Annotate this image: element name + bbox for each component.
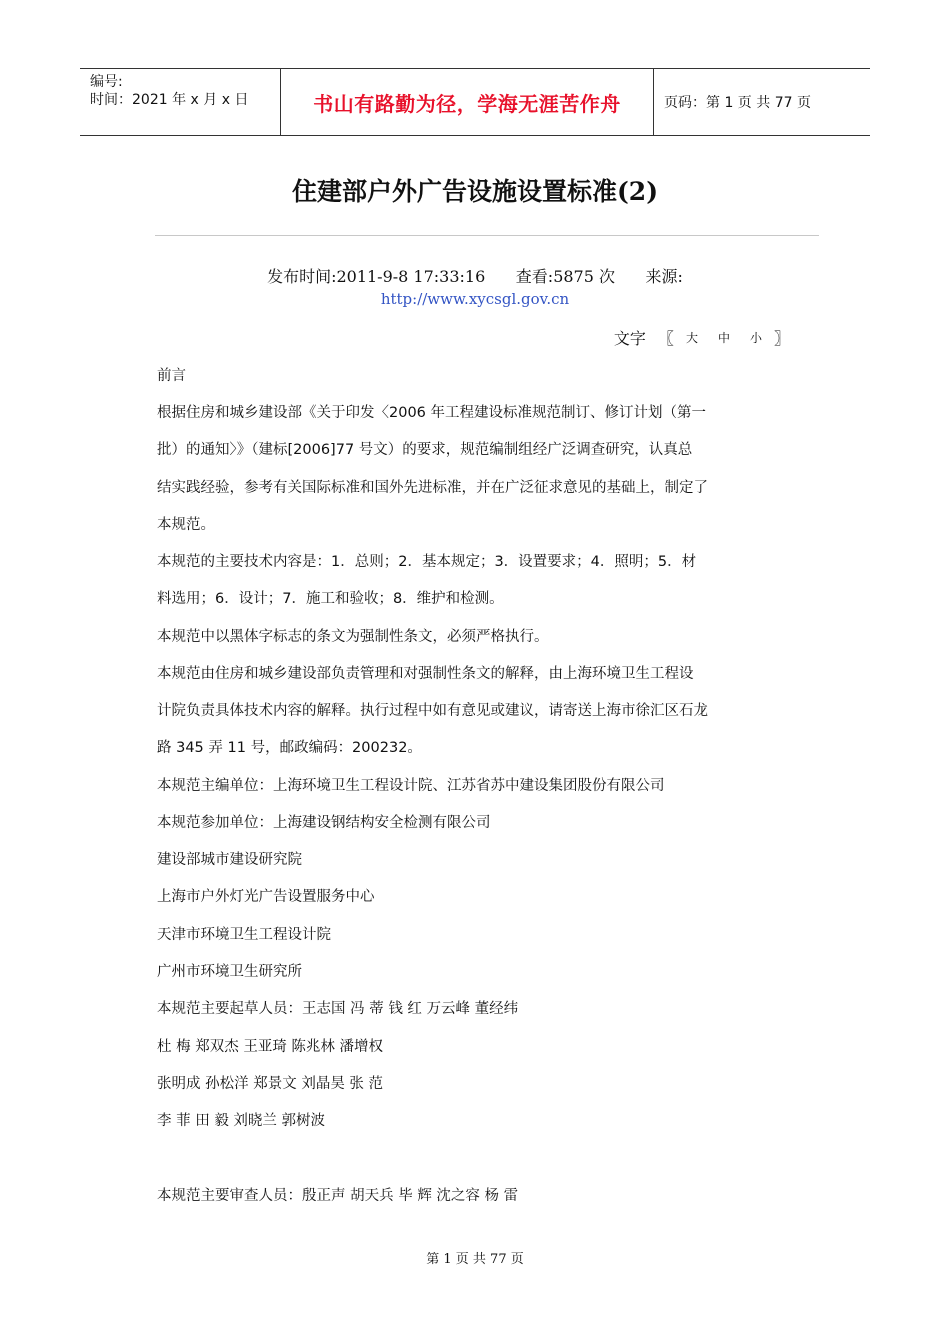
- body-line: 本规范由住房和城乡建设部负责管理和对强制性条文的解释，由上海环境卫生工程设: [157, 666, 694, 682]
- document-number: 编号:: [90, 74, 123, 90]
- body-line: 路 345 弄 11 号，邮政编码：200232。: [157, 740, 422, 756]
- body-line: 上海市户外灯光广告设置服务中心: [157, 889, 375, 905]
- page-title: 住建部户外广告设施设置标准(2): [291, 177, 659, 206]
- body-line: 本规范主要起草人员：王志国 冯 蒂 钱 红 万云峰 董经纬: [157, 1001, 519, 1017]
- body-line: 根据住房和城乡建设部《关于印发〈2006 年工程建设标准规范制订、修订计划（第一: [157, 405, 707, 421]
- header-left-cell: [80, 69, 281, 135]
- body-line: 本规范主编单位：上海环境卫生工程设计院、江苏省苏中建设集团股份有限公司: [157, 778, 665, 794]
- body-line: 张明成 孙松洋 郑景文 刘晶昊 张 范: [157, 1076, 384, 1092]
- header-right-cell: [654, 69, 870, 135]
- body-line: 本规范中以黑体字标志的条文为强制性条文，必须严格执行。: [157, 629, 549, 645]
- body-line: 批）的通知〉》（建标[2006]77 号文）的要求，规范编制组经广泛调查研究，认真总: [157, 442, 693, 458]
- body-line: 李 菲 田 毅 刘晓兰 郭树波: [157, 1113, 326, 1129]
- body-line: 计院负责具体技术内容的解释。执行过程中如有意见或建议，请寄送上海市徐汇区石龙: [157, 703, 708, 719]
- body-line: 结实践经验，参考有关国际标准和国外先进标准，并在广泛征求意见的基础上，制定了: [157, 480, 708, 496]
- font-medium-button[interactable]: 中: [717, 331, 730, 345]
- body-line: 本规范主要审查人员：殷正声 胡天兵 毕 辉 沈之容 杨 雷: [157, 1188, 519, 1204]
- body-line: 前言: [157, 368, 186, 384]
- font-large-button[interactable]: 大: [685, 331, 698, 345]
- body-line: 杜 梅 郑双杰 王亚琦 陈兆林 潘增权: [157, 1039, 384, 1055]
- body-line: 天津市环境卫生工程设计院: [157, 927, 331, 943]
- title-divider: [155, 235, 819, 236]
- source-link[interactable]: http://www.xycsgl.gov.cn: [380, 290, 570, 308]
- article-meta: 发布时间:2011-9-8 17:33:16 查看:5875 次 来源:: [267, 267, 683, 286]
- font-size-label: 文字: [613, 329, 646, 348]
- body-line: 本规范参加单位：上海建设钢结构安全检测有限公司: [157, 815, 491, 831]
- page-footer: 第 1 页 共 77 页: [426, 1252, 524, 1267]
- document-header: [80, 68, 870, 136]
- font-small-button[interactable]: 小: [749, 331, 762, 345]
- header-middle-cell: [281, 69, 654, 135]
- body-line: 本规范的主要技术内容是：1．总则；2．基本规定；3．设置要求；4．照明；5．材: [157, 554, 697, 570]
- body-line: 料选用；6．设计；7．施工和验收；8．维护和检测。: [157, 591, 504, 607]
- motto: 书山有路勤为径，学海无涯苦作舟: [313, 91, 621, 116]
- close-bracket: 〗: [773, 329, 790, 348]
- body-line: 建设部城市建设研究院: [157, 852, 302, 868]
- body-line: 广州市环境卫生研究所: [157, 964, 302, 980]
- page-info: 页码：第 1 页 共 77 页: [664, 95, 811, 111]
- font-size-control: [614, 326, 790, 349]
- document-date: 时间：2021 年 x 月 x 日: [90, 92, 249, 108]
- body-line: 本规范。: [157, 517, 215, 533]
- open-bracket: 〖: [657, 329, 674, 348]
